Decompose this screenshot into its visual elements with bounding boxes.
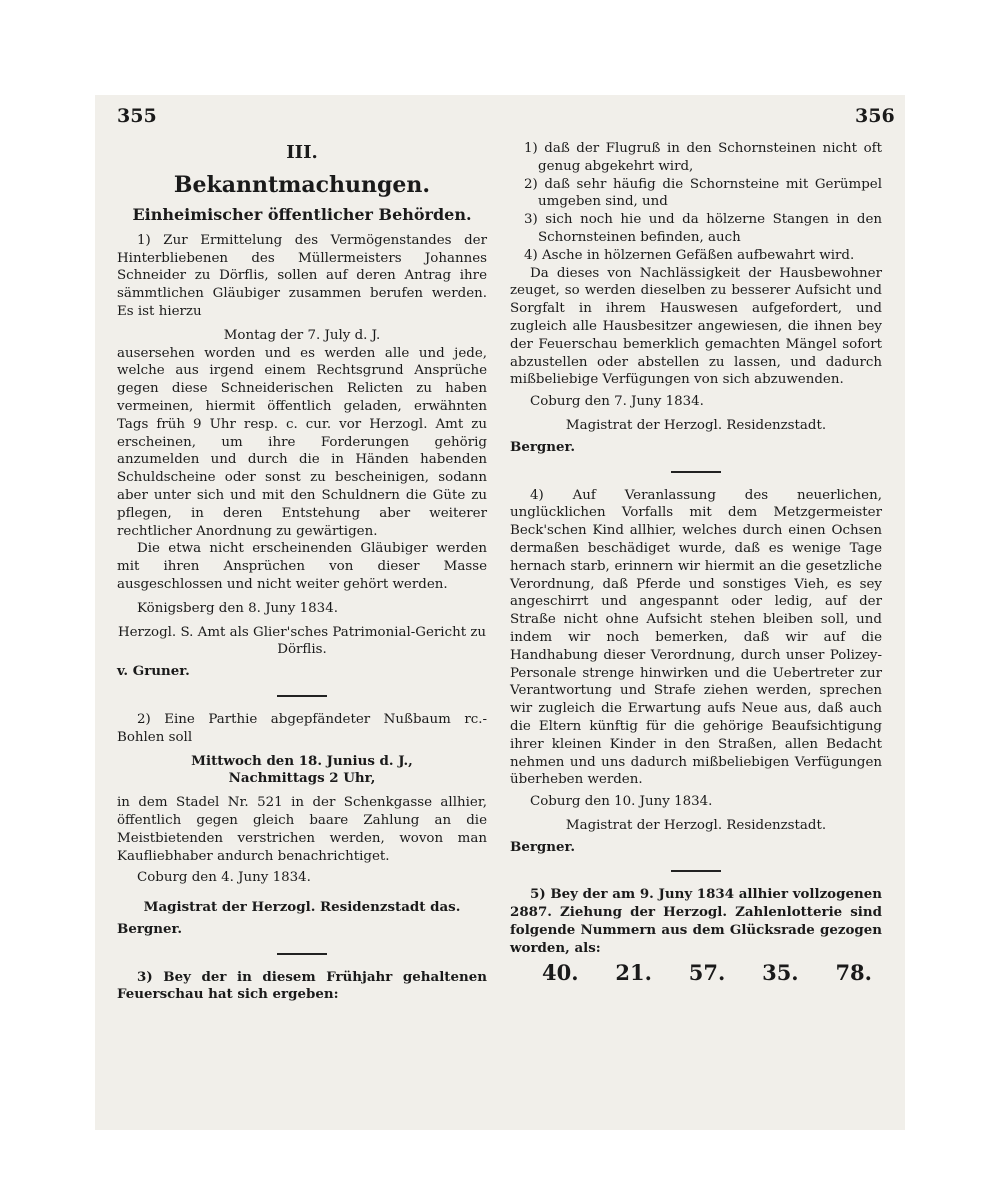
left-column (117, 140, 487, 1004)
notice-3-place-date: Coburg den 7. Juny 1834. (530, 394, 704, 410)
notice-3-intro: 3) Bey der in diesem Frühjahr gehaltenen Feuerschau hat sich ergeben: (117, 968, 487, 1003)
notice-3-signature: Bergner. (510, 438, 575, 455)
lottery-numbers (510, 959, 882, 985)
notice-2-date: Mittwoch den 18. Junius d. J., (191, 752, 413, 769)
notice-1-authority: Herzogl. S. Amt als Glier'sches Patrimonial-Gericht zu Dörflis. (117, 624, 487, 658)
list-item: 3) sich noch hie und da hölzerne Stangen in den Schornsteinen befinden, auch (524, 212, 882, 245)
notice-1-place-date: Königsberg den 8. Juny 1834. (137, 600, 338, 616)
notice-1-intro: 1) Zur Ermittelung des Vermögenstandes der Hinterbliebenen des Müllermeisters Johannes Schneider zu Dörflis, sollen auf deren Antrag ihre sämmtlichen Gläubiger zusammen berufen werden. Es ist hierzu (117, 232, 487, 319)
notice-4-authority: Magistrat der Herzogl. Residenzstadt. (565, 817, 827, 833)
section-number: III. (286, 142, 318, 163)
notice-4-body: 4) Auf Veranlassung des neuerlichen, unglücklichen Vorfalls mit dem Metzgermeister Beck'schen Kind allhier, welches durch einen Ochsen dermaßen beschädiget wurde, daß es wenige Tage hernach starb, erinnern wir hiermit an die gesetzliche Verordnung, daß Pferde und sonstiges Vieh, es sey angeschirrt und angespannt oder ledig, auf der Straße nicht ohne Aufsicht stehen bleiben soll, und indem wir noch bemerken, daß wir auf die Handhabung dieser Verordnung, durch unser Polizey-Personale strenge hinwirken und die Uebertreter zur Verantwortung und Strafe ziehen werden, sprechen wir zugleich die Erwartung aufs Neue aus, daß auch die Eltern künftig für die gehörige Beaufsichtigung ihrer kleinen Kinder in den Straßen, allen Bedacht nehmen und uns dadurch mißbeliebigen Verfügungen überheben werden. (510, 487, 882, 788)
notice-3-authority: Magistrat der Herzogl. Residenzstadt. (565, 417, 827, 433)
notice-1-signature: v. Gruner. (117, 663, 190, 680)
notice-1-body: ausersehen worden und es werden alle und jede, welche aus irgend einem Rechtsgrund Ansprüche gegen diese Schneiderischen Relicten zu haben vermeinen, hiermit öffentlich geladen, erwähnten Tags früh 9 Uhr resp. c. cur. vor Herzogl. Amt zu erscheinen, um ihre Forderungen gehörig anzumelden und durch die in Händen habenden Schuldscheine oder sonst zu bescheinigen, sodann aber unter sich und mit den Schuldnern die Güte zu pflegen, in deren Entstehung aber weiterer rechtlicher Anordnung zu gewärtigen. (117, 345, 487, 539)
section-title: Bekanntmachungen. (173, 171, 431, 198)
subsection-title: Einheimischer öffentlicher Behörden. (132, 204, 472, 224)
notice-1-date: Montag der 7. July d. J. (223, 327, 381, 343)
divider-rule (277, 953, 327, 955)
lottery-number: 40. (542, 959, 579, 985)
lottery-number: 35. (762, 959, 799, 985)
notice-2-authority: Magistrat der Herzogl. Residenzstadt das. (143, 899, 461, 916)
list-item: 1) daß der Flugruß in den Schornsteinen nicht oft genug abgekehrt wird, (524, 141, 882, 174)
notice-3-list (510, 140, 882, 265)
divider-rule (671, 870, 721, 872)
divider-rule (671, 471, 721, 473)
notice-3-body: Da dieses von Nachlässigkeit der Hausbewohner zeuget, so werden dieselben zu besserer Aufsicht und Sorgfalt in ihrem Hauswesen aufgefordert, und zugleich alle Hausbesitzer angewiesen, die ihnen bey der Feuerschau bemerklich gemachten Mängel sofort abzustellen oder abstellen zu lassen, und dadurch mißbeliebige Verfügungen von sich abzuwenden. (510, 265, 882, 388)
page-number-right: 356 (855, 105, 895, 127)
notice-2-intro: 2) Eine Parthie abgepfändeter Nußbaum rc.-Bohlen soll (117, 711, 487, 745)
notice-2-body: in dem Stadel Nr. 521 in der Schenkgasse allhier, öffentlich gegen gleich baare Zahlung an die Meistbietenden verstrichen werden, wovon man Kaufliebhaber andurch benachrichtiget. (117, 795, 487, 864)
list-item: 2) daß sehr häufig die Schornsteine mit Gerümpel umgeben sind, und (524, 176, 882, 210)
notice-2-signature: Bergner. (117, 920, 182, 937)
notice-2-time: Nachmittags 2 Uhr, (228, 770, 376, 787)
lottery-number: 21. (615, 959, 652, 985)
notice-1-body-2: Die etwa nicht erscheinenden Gläubiger werden mit ihren Ansprüchen von dieser Masse ausgeschlossen und nicht weiter gehört werden. (117, 541, 487, 592)
page-number-left: 355 (117, 105, 157, 127)
right-column (510, 140, 882, 985)
lottery-number: 78. (835, 959, 872, 985)
divider-rule (277, 695, 327, 697)
list-item: 4) Asche in hölzernen Gefäßen aufbewahrt wird. (524, 247, 855, 263)
notice-5-body: 5) Bey der am 9. Juny 1834 allhier vollzogenen 2887. Ziehung der Herzogl. Zahlenlotterie sind folgende Nummern aus dem Glücksrade gezogen worden, als: (510, 886, 882, 956)
notice-4-place-date: Coburg den 10. Juny 1834. (530, 794, 713, 810)
lottery-number: 57. (688, 959, 726, 985)
notice-2-place-date: Coburg den 4. Juny 1834. (137, 870, 311, 886)
notice-4-signature: Bergner. (510, 838, 575, 855)
